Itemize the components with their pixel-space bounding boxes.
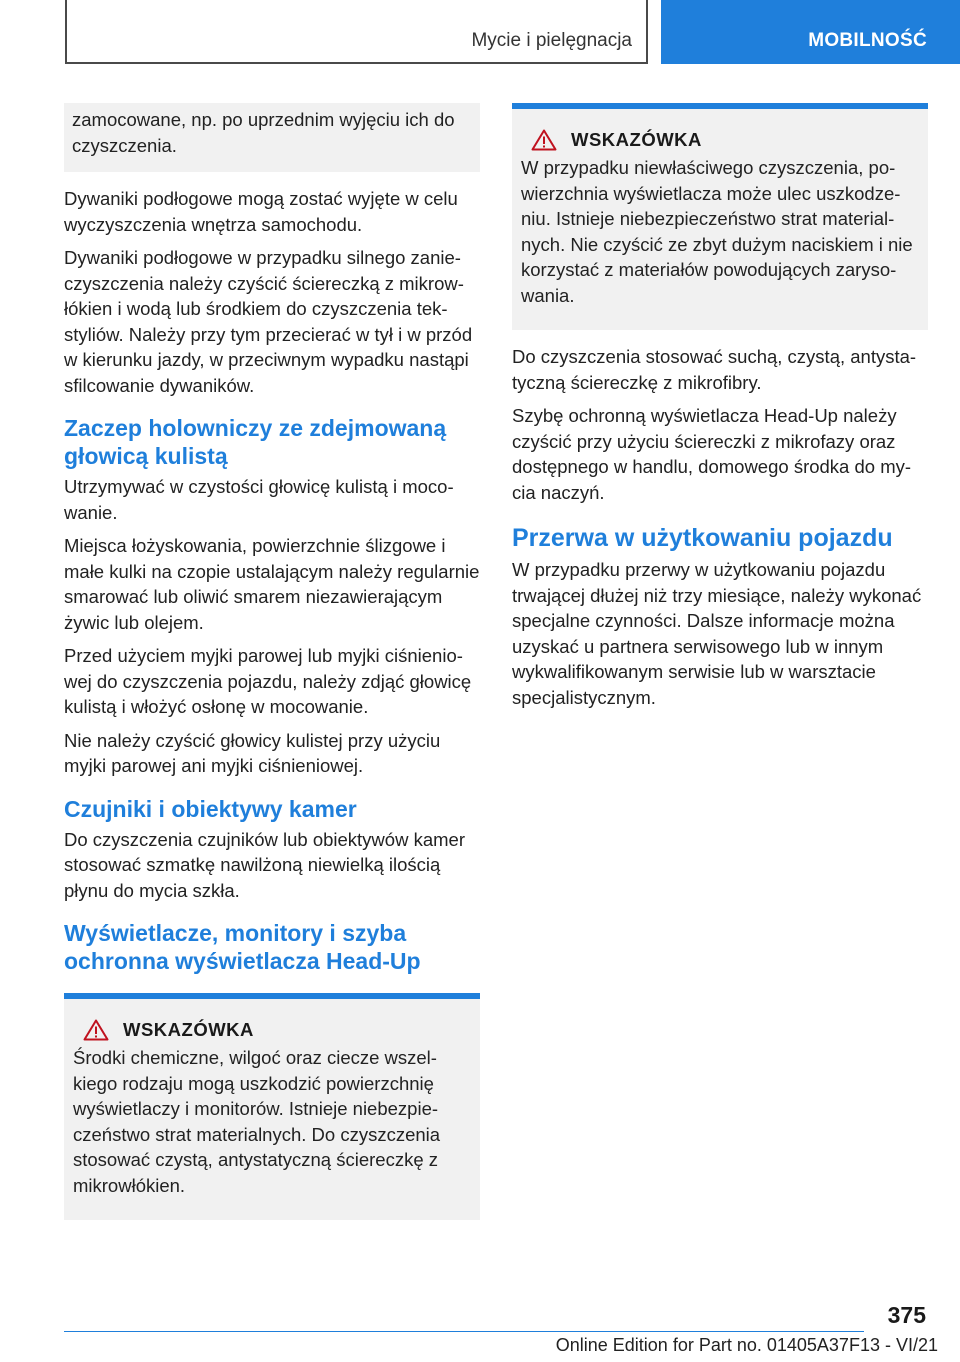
heading-vehicle-storage: Przerwa w użytkowaniu pojazdu <box>512 524 893 552</box>
warning-box-displays <box>64 993 480 1220</box>
warning-text: W przypadku niewłaściwego czyszczenia, powierzchnia wyświetlacza może ulec uszkodzeniu. Istnieje niebezpieczeństwo strat materialnych. Nie czyścić ze zbyt dużym naciskiem i nie korzystać z materiałów powodujących zarysowania. <box>521 157 913 306</box>
paragraph-mats-removal: Dywaniki podłogowe mogą zostać wyjęte w celu wyczyszczenia wnętrza samochodu. <box>64 188 458 235</box>
page-number: 375 <box>887 1302 926 1328</box>
right-column <box>512 103 928 718</box>
warning-box-headup <box>512 103 928 330</box>
warning-title: WSKAZÓWKA <box>123 1019 254 1040</box>
footer-edition: Online Edition for Part no. 01405A37F13 - VI/21 <box>555 1335 938 1355</box>
heading-cameras: Czujniki i obiektywy kamer <box>64 795 357 822</box>
paragraph-cameras: Do czyszczenia czujników lub obiektywów kamer stosować szmatkę nawilżoną niewielką ilością płynu do mycia szkła. <box>64 828 465 901</box>
paragraph-tow-lubricate: Miejsca łożyskowania, powierzchnie ślizgowe i małe kulki na czopie ustalającym należy regularnie smarować lub oliwić smarem niezawierającym żywic lub olejem. <box>64 535 480 633</box>
warning-text: Środki chemiczne, wilgoć oraz ciecze wszelkiego rodzaju mogą uszkodzić powierzchnię wyświetlaczy i monitorów. Istnieje niebezpieczeństwo strat materialnych. Do czyszczenia stosować czystą, antystatyczną ściereczkę z mikrowłókien. <box>73 1047 441 1196</box>
warning-triangle-icon <box>531 129 557 151</box>
continued-note-box <box>64 103 480 172</box>
warning-header <box>73 1019 471 1041</box>
heading-displays: Wyświetlacze, monitory i szyba ochronna wyświetlacza Head-Up <box>64 920 421 974</box>
warning-triangle-icon <box>83 1019 109 1041</box>
paragraph-headup-glass: Szybę ochronną wyświetlacza Head-Up należy czyścić przy użyciu ściereczki z mikrofazy oraz dostępnego w handlu, domowego środka do mycia naczyń. <box>512 405 912 503</box>
paragraph-tow-steam: Nie należy czyścić głowicy kulistej przy użyciu myjki parowej ani myjki ciśnieniowej. <box>64 729 441 776</box>
paragraph-display-cloth: Do czyszczenia stosować suchą, czystą, antystatyczną ściereczkę z mikrofibry. <box>512 346 917 393</box>
paragraph-mats-cleaning: Dywaniki podłogowe w przypadku silnego zanieczyszczenia należy czyścić ściereczką z mikrowłókien i wodą lub środkiem do czyszczenia tekstyliów. Należy przy tym przecierać w tył i w przód w kierunku jazdy, w przeciwnym wypadku nastąpi sfilcowanie dywaników. <box>64 247 473 396</box>
paragraph-vehicle-storage: W przypadku przerwy w użytkowaniu pojazdu trwającej dłużej niż trzy miesiące, należy wykonać specjalne czynności. Dalsze informacje można uzyskać u partnera serwisowego lub w innym wykwalifikowanym serwisie lub w warsztacie specjalistycznym. <box>512 559 922 708</box>
footer-divider <box>64 1331 864 1332</box>
warning-title: WSKAZÓWKA <box>571 129 702 150</box>
warning-header <box>521 129 919 151</box>
paragraph-tow-clean: Utrzymywać w czystości głowicę kulistą i mocowanie. <box>64 476 454 523</box>
header-chapter-title: MOBILNOŚĆ <box>808 30 927 51</box>
header-section-tab <box>65 0 648 64</box>
paragraph-tow-remove: Przed użyciem myjki parowej lub myjki ciśnieniowej do czyszczenia pojazdu, należy zdjąć głowicę kulistą i włożyć osłonę w mocowanie. <box>64 645 472 717</box>
left-column <box>64 103 480 1234</box>
heading-tow-hitch: Zaczep holowniczy ze zdejmowaną głowicą kulistą <box>64 415 447 469</box>
header-section-title: Mycie i pielęgnacja <box>471 30 632 51</box>
continued-note-text: zamocowane, np. po uprzednim wyjęciu ich do czyszczenia. <box>72 109 455 156</box>
header-chapter-tab <box>661 0 960 64</box>
